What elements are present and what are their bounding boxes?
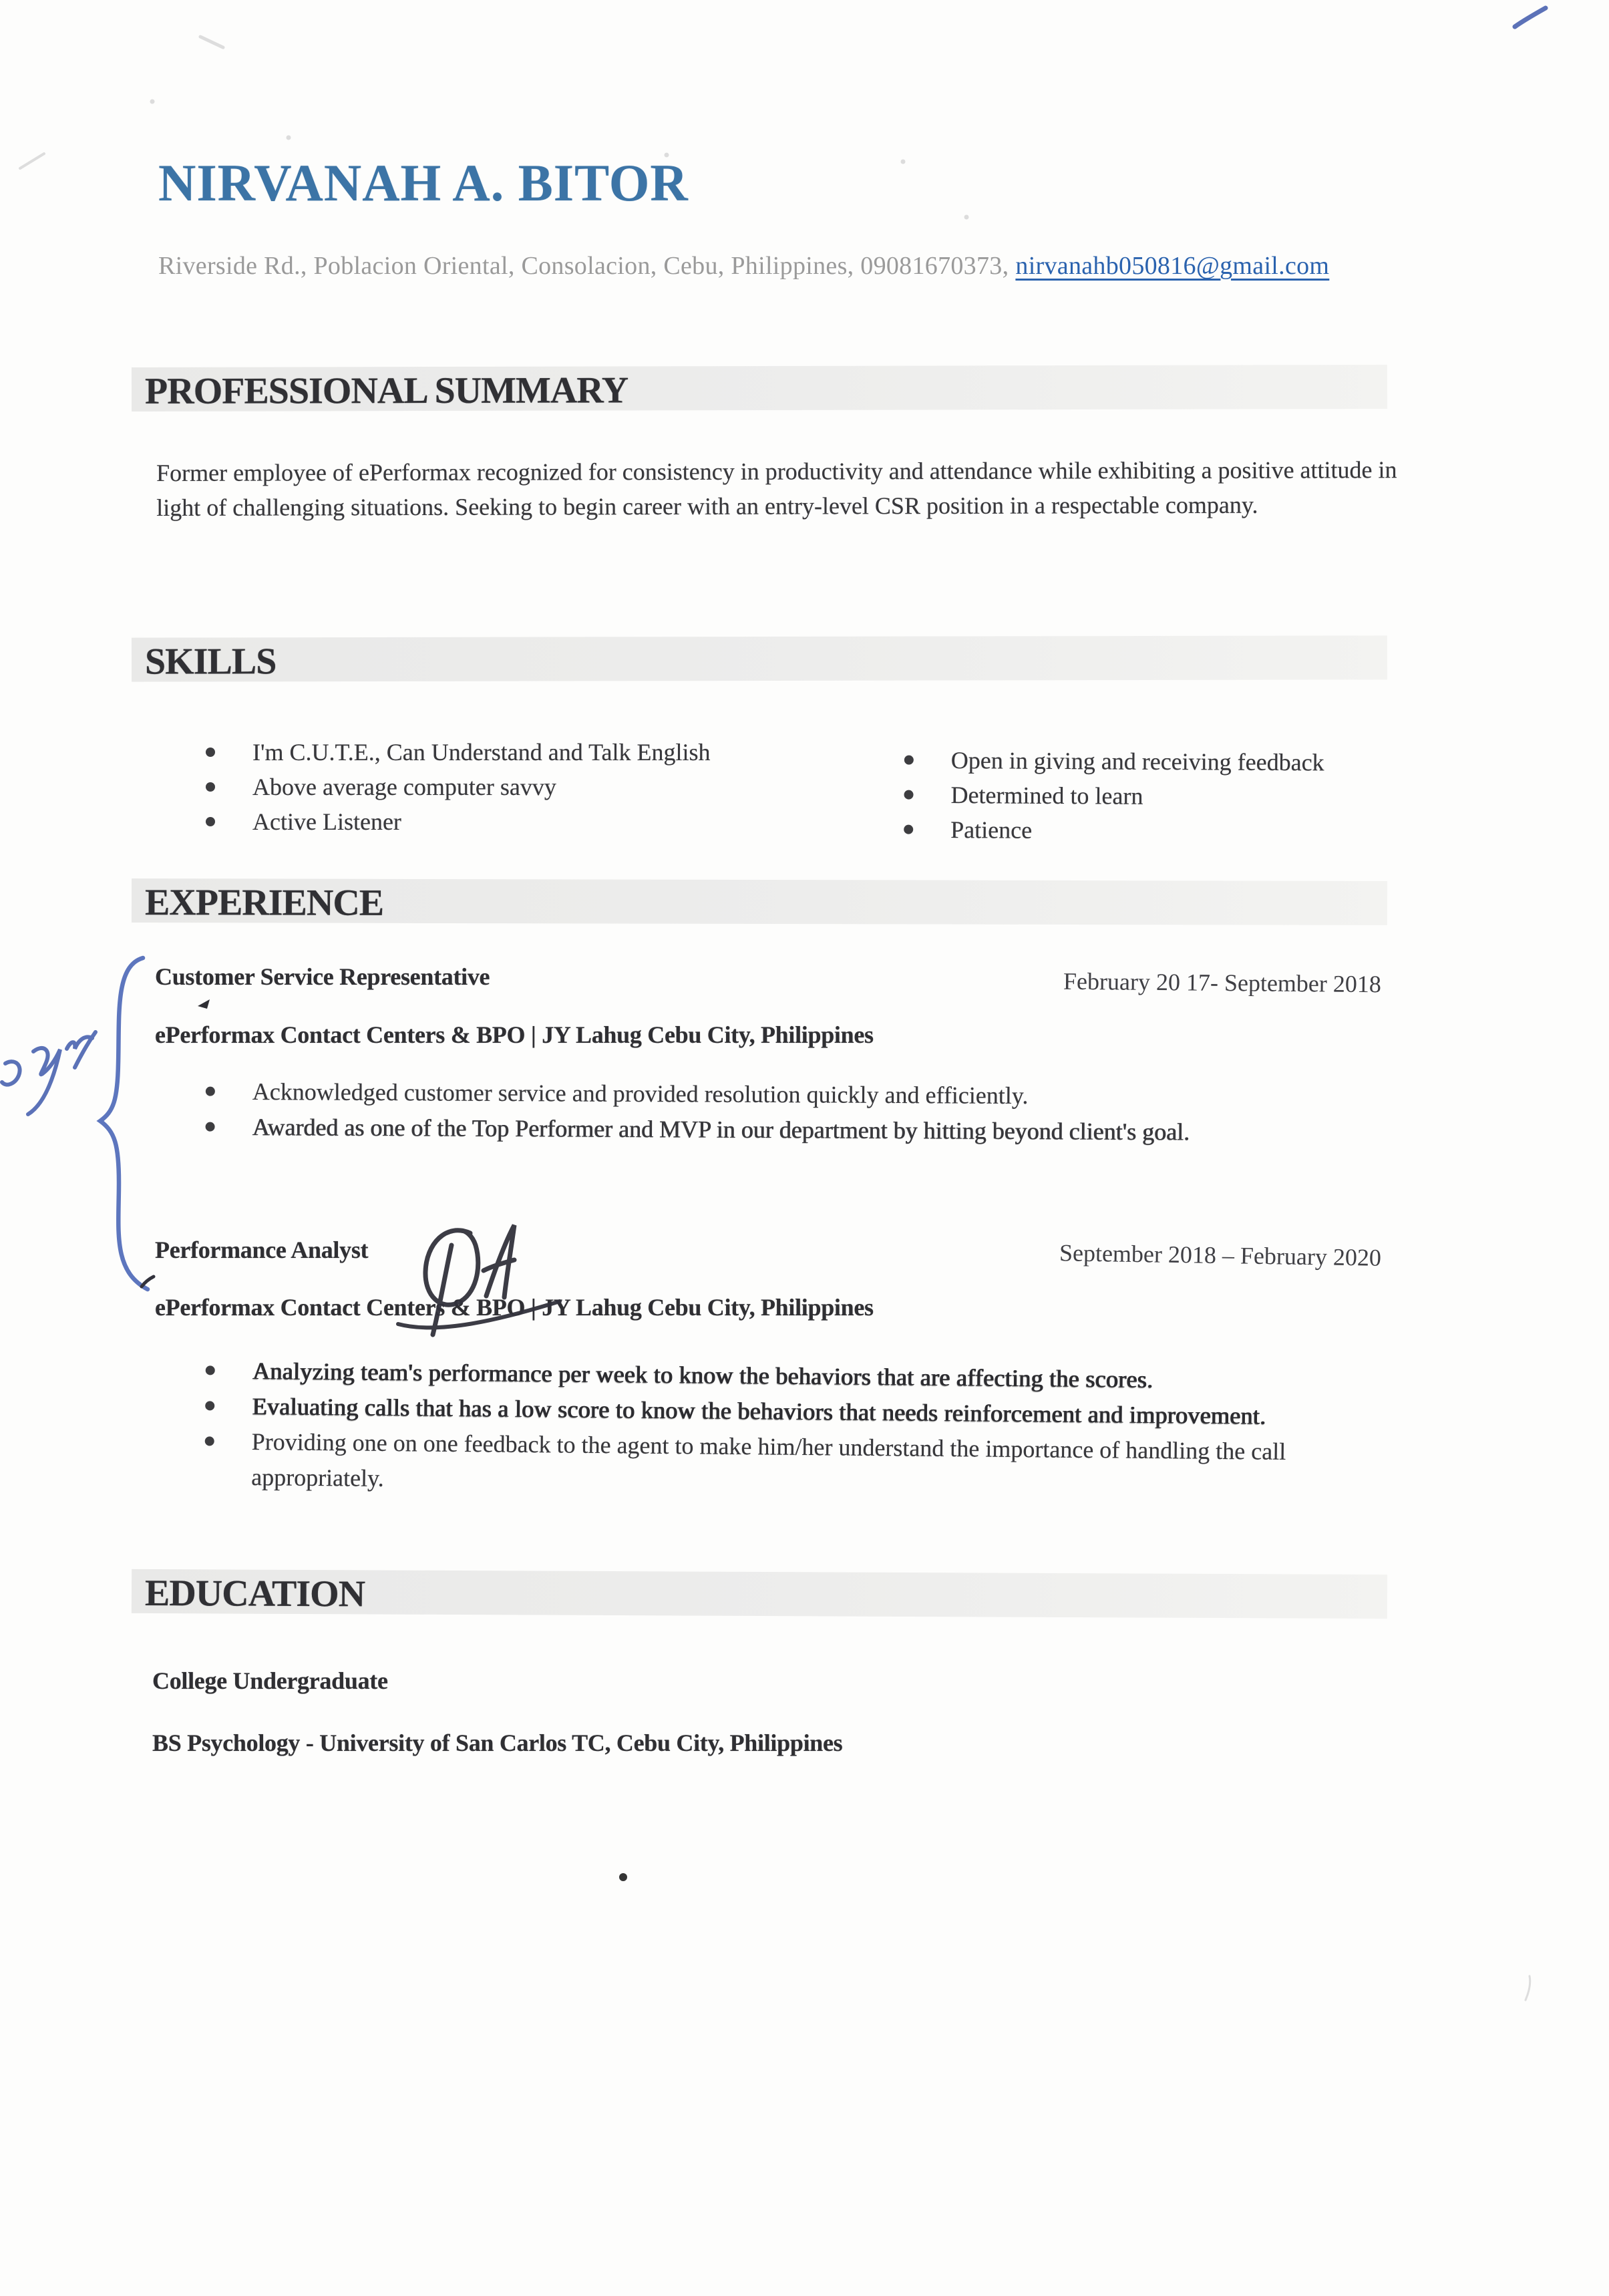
section-heading-education: EDUCATION bbox=[144, 1572, 365, 1615]
page-title: NIRVANAH A. BITOR bbox=[158, 154, 689, 212]
job-company: ePerformax Contact Centers & BPO | JY Lahug Cebu City, Philippines bbox=[155, 1021, 874, 1048]
section-heading-skills: SKILLS bbox=[144, 641, 277, 683]
scan-specks-icon bbox=[20, 37, 1530, 2000]
skill-item: Determined to learn bbox=[950, 778, 1458, 816]
job-bullet: Analyzing team's performance per week to know the behaviors that are affecting the scores. bbox=[252, 1353, 1404, 1400]
contact-text: Riverside Rd., Poblacion Oriental, Consolacion, Cebu, Philippines, 09081670373, bbox=[158, 252, 1009, 280]
skill-item: I'm C.U.T.E., Can Understand and Talk English bbox=[252, 735, 887, 770]
section-heading-summary: PROFESSIONAL SUMMARY bbox=[144, 369, 629, 412]
job-bullet-list bbox=[252, 1074, 1405, 1151]
job-title: Performance Analyst bbox=[155, 1237, 369, 1263]
handwritten-note-icon bbox=[2, 1032, 96, 1114]
skill-item: Above average computer savvy bbox=[252, 770, 887, 804]
job-bullet: Awarded as one of the Top Performer and MVP in our department by hitting beyond client's goal. bbox=[252, 1110, 1404, 1151]
skill-item: Patience bbox=[950, 812, 1458, 850]
ink-blot-icon bbox=[198, 999, 210, 1009]
job-dates: September 2018 – February 2020 bbox=[1059, 1239, 1382, 1271]
section-bar-experience bbox=[132, 878, 1387, 925]
skills-list-left bbox=[252, 735, 887, 839]
education-detail: BS Psychology - University of San Carlos TC, Cebu City, Philippines bbox=[152, 1730, 843, 1756]
job-dates: February 20 17- September 2018 bbox=[1063, 967, 1382, 998]
job-bullet: Acknowledged customer service and provided resolution quickly and efficiently. bbox=[252, 1074, 1405, 1116]
job-bullet-list bbox=[251, 1353, 1405, 1506]
skill-item: Open in giving and receiving feedback bbox=[951, 743, 1459, 781]
job-bullet: Providing one on one feedback to the agent to make him/her understand the importance of handling the call appropriately. bbox=[251, 1424, 1387, 1506]
section-heading-experience: EXPERIENCE bbox=[144, 882, 384, 924]
contact-line bbox=[158, 251, 1329, 282]
job-company: ePerformax Contact Centers & BPO | JY Lahug Cebu City, Philippines bbox=[155, 1294, 874, 1321]
ink-tick-icon bbox=[142, 1277, 154, 1287]
skill-item: Active Listener bbox=[252, 804, 887, 839]
job-bullet: Evaluating calls that has a low score to know the behaviors that needs reinforcement and improvement. bbox=[252, 1389, 1320, 1434]
section-bar-skills bbox=[132, 635, 1387, 681]
skills-list-right bbox=[950, 743, 1459, 850]
scan-dot-icon bbox=[619, 1873, 627, 1881]
section-bar-education bbox=[132, 1569, 1387, 1619]
summary-paragraph: Former employee of ePerformax recognized for consistency in productivity and attendance while exhibiting a positive attitude in light of challenging situations. Seeking to begin career with an entry-level CSR position in a respectable company. bbox=[156, 456, 1397, 521]
job-title: Customer Service Representative bbox=[155, 963, 490, 990]
section-bar-summary bbox=[132, 365, 1387, 412]
email-link[interactable]: nirvanahb050816@gmail.com bbox=[1015, 252, 1330, 280]
education-status: College Undergraduate bbox=[152, 1667, 388, 1694]
handwritten-brace-icon bbox=[100, 958, 148, 1289]
pen-mark-icon bbox=[1515, 8, 1546, 27]
